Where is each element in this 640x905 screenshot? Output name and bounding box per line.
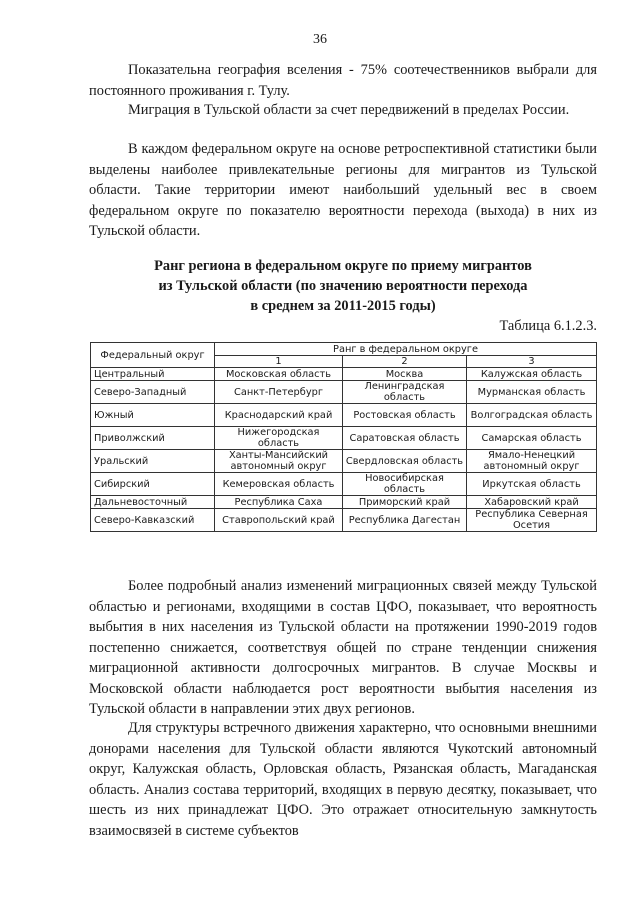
rank-number-3: 3 [467, 356, 597, 368]
rank-1-cell: Краснодарский край [215, 404, 343, 427]
rank-2-cell: Москва [343, 368, 467, 381]
table-title-line: Ранг региона в федеральном округе по приему мигрантов [154, 258, 532, 274]
table-row [91, 450, 597, 473]
column-header-rank: Ранг в федеральном округе [215, 343, 597, 356]
rank-3-cell: Мурманская область [467, 381, 597, 404]
rank-2-cell: Новосибирская область [343, 473, 467, 496]
rank-1-cell: Московская область [215, 368, 343, 381]
table-row [91, 368, 597, 381]
district-cell: Уральский [91, 450, 215, 473]
rank-2-cell: Свердловская область [343, 450, 467, 473]
rank-2-cell: Республика Дагестан [343, 509, 467, 532]
rank-1-cell: Ставропольский край [215, 509, 343, 532]
district-cell: Северо-Западный [91, 381, 215, 404]
rank-number-1: 1 [215, 356, 343, 368]
district-cell: Сибирский [91, 473, 215, 496]
district-cell: Дальневосточный [91, 496, 215, 509]
district-cell: Центральный [91, 368, 215, 381]
paragraph-counter-flow: Для структуры встречного движения характерно, что основными внешними донорами населения для Тульской области являются Чукотский автономный округ, Калужская область, Орловская область, Рязанская область, Магаданская область. Анализ состава территорий, входящих в первую десятку, показывает, что шесть из них принадлежат ЦФО. Это отражает относительную замкнутость взаимосвязей в системе субъектов [89, 720, 597, 839]
rank-3-cell: Ямало-Ненецкий автономный округ [467, 450, 597, 473]
rank-table [90, 342, 597, 532]
paragraph-migration-heading: Миграция в Тульской области за счет передвижений в пределах России. [128, 102, 570, 118]
column-header-district: Федеральный округ [91, 343, 215, 368]
district-cell: Приволжский [91, 427, 215, 450]
rank-3-cell: Хабаровский край [467, 496, 597, 509]
rank-3-cell: Волгоградская область [467, 404, 597, 427]
table-row [91, 496, 597, 509]
district-cell: Южный [91, 404, 215, 427]
page-number: 36 [313, 32, 327, 47]
rank-1-cell: Кемеровская область [215, 473, 343, 496]
rank-3-cell: Самарская область [467, 427, 597, 450]
rank-3-cell: Иркутская область [467, 473, 597, 496]
paragraph-cfd-analysis: Более подробный анализ изменений миграционных связей между Тульской областью и регионами, входящими в состав ЦФО, показывает, что вероятность выбытия в них населения из Тульской области на протяжении 1990-2019 годов постепенно снижается, соответствуя общей по стране тенденции снижения миграционной активности долгосрочных мигрантов. В случае Москвы и Московской области наблюдается рост вероятности выбытия населения из Тульской области в направлении этих двух регионов. [89, 578, 597, 717]
table-row [91, 381, 597, 404]
table-title [89, 256, 597, 316]
paragraph-federal-districts: В каждом федеральном округе на основе ретроспективной статистики были выделены наиболее привлекательные регионы для мигрантов из Тульской области. Такие территории имеют наибольший удельный вес в своем федеральном округе по показателю вероятности перехода (выхода) в них из Тульской области. [89, 141, 597, 239]
table-row [91, 427, 597, 450]
table-number: Таблица 6.1.2.3. [499, 318, 597, 334]
table-row [91, 404, 597, 427]
table-title-line: в среднем за 2011-2015 годы) [250, 298, 436, 314]
table-title-line: из Тульской области (по значению вероятности перехода [158, 278, 528, 294]
rank-1-cell: Нижегородская область [215, 427, 343, 450]
rank-number-2: 2 [343, 356, 467, 368]
rank-2-cell: Приморский край [343, 496, 467, 509]
rank-2-cell: Ростовская область [343, 404, 467, 427]
table-row [91, 473, 597, 496]
rank-3-cell: Республика Северная Осетия [467, 509, 597, 532]
district-cell: Северо-Кавказский [91, 509, 215, 532]
rank-1-cell: Ханты-Мансийский автономный округ [215, 450, 343, 473]
rank-1-cell: Республика Саха [215, 496, 343, 509]
rank-2-cell: Саратовская область [343, 427, 467, 450]
rank-1-cell: Санкт-Петербург [215, 381, 343, 404]
rank-2-cell: Ленинградская область [343, 381, 467, 404]
rank-3-cell: Калужская область [467, 368, 597, 381]
paragraph-geography: Показательна география вселения - 75% соотечественников выбрали для постоянного проживания г. Тулу. [89, 62, 597, 99]
table-row [91, 509, 597, 532]
